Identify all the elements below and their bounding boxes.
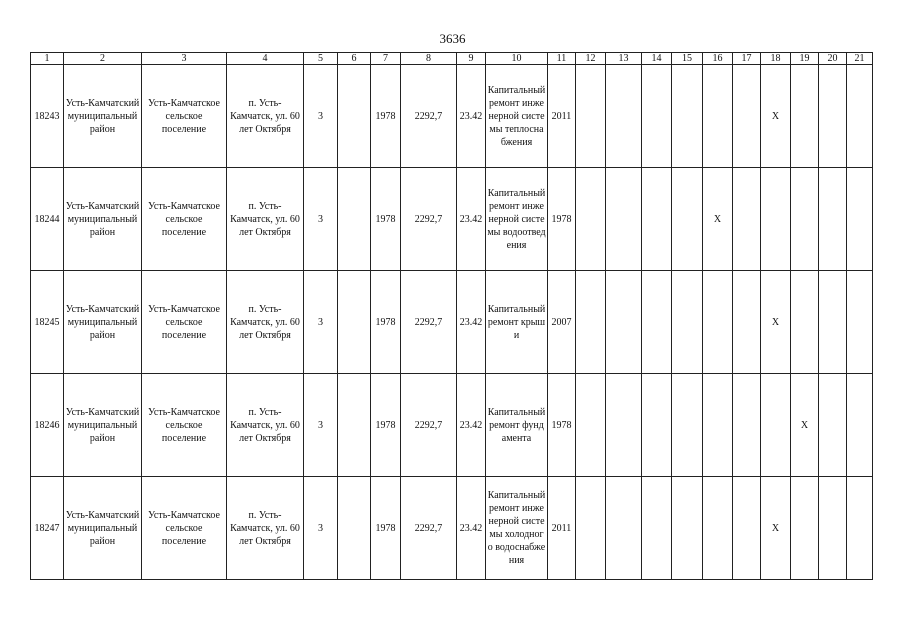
mark-cell-col18: X — [761, 65, 791, 168]
mark-cell-col12 — [576, 168, 606, 271]
mark-cell-col21 — [847, 477, 873, 580]
settlement-cell: Усть-Камчатское сельское поселение — [142, 477, 227, 580]
settlement-cell: Усть-Камчатское сельское поселение — [142, 374, 227, 477]
mark-cell-col12 — [576, 271, 606, 374]
mark-cell-col16: X — [703, 168, 733, 271]
year-cell: 2011 — [548, 65, 576, 168]
mark-cell-col20 — [819, 168, 847, 271]
mark-cell-col15 — [672, 168, 703, 271]
settlement-cell: Усть-Камчатское сельское поселение — [142, 65, 227, 168]
area-cell: 2292,7 — [401, 374, 457, 477]
column-header-20: 20 — [819, 53, 847, 65]
year-cell: 2007 — [548, 271, 576, 374]
column-header-7: 7 — [371, 53, 401, 65]
mark-cell-col20 — [819, 65, 847, 168]
mark-cell-col20 — [819, 271, 847, 374]
mark-cell-col14 — [642, 65, 672, 168]
mark-cell-col14 — [642, 168, 672, 271]
mark-cell-col17 — [733, 271, 761, 374]
mark-cell-col13 — [606, 65, 642, 168]
area-cell: 2292,7 — [401, 168, 457, 271]
mark-cell-col18: X — [761, 477, 791, 580]
mark-cell-col21 — [847, 65, 873, 168]
page-number: 3636 — [439, 31, 466, 46]
district-cell: Усть-Камчатский муниципальный район — [64, 271, 142, 374]
mark-cell-col18 — [761, 374, 791, 477]
column-header-2: 2 — [64, 53, 142, 65]
address-cell: п. Усть-Камчатск, ул. 60 лет Октября — [227, 477, 304, 580]
mark-cell-col20 — [819, 477, 847, 580]
column-header-1: 1 — [31, 53, 64, 65]
year-built-cell: 1978 — [371, 168, 401, 271]
mark-cell-col16 — [703, 65, 733, 168]
record-id-cell: 18247 — [31, 477, 64, 580]
column-header-5: 5 — [304, 53, 338, 65]
table-row — [31, 168, 873, 271]
mark-cell-col18 — [761, 168, 791, 271]
col9-cell: 23.42 — [457, 65, 486, 168]
column-header-16: 16 — [703, 53, 733, 65]
column-header-19: 19 — [791, 53, 819, 65]
column-header-15: 15 — [672, 53, 703, 65]
address-cell: п. Усть-Камчатск, ул. 60 лет Октября — [227, 65, 304, 168]
col6-cell — [338, 374, 371, 477]
column-header-6: 6 — [338, 53, 371, 65]
year-cell: 2011 — [548, 477, 576, 580]
district-cell: Усть-Камчатский муниципальный район — [64, 168, 142, 271]
column-header-9: 9 — [457, 53, 486, 65]
settlement-cell: Усть-Камчатское сельское поселение — [142, 168, 227, 271]
mark-cell-col14 — [642, 374, 672, 477]
record-id-cell: 18246 — [31, 374, 64, 477]
mark-cell-col17 — [733, 168, 761, 271]
area-cell: 2292,7 — [401, 65, 457, 168]
work-type-cell: Капитальный ремонт инженерной системы водоотведения — [486, 168, 548, 271]
mark-cell-col19 — [791, 65, 819, 168]
col5-cell: 3 — [304, 65, 338, 168]
mark-cell-col16 — [703, 374, 733, 477]
registry-table — [30, 52, 873, 580]
mark-cell-col13 — [606, 271, 642, 374]
table-body — [31, 65, 873, 580]
work-type-cell: Капитальный ремонт крыши — [486, 271, 548, 374]
mark-cell-col19 — [791, 477, 819, 580]
mark-cell-col14 — [642, 271, 672, 374]
work-type-cell: Капитальный ремонт фундамента — [486, 374, 548, 477]
col5-cell: 3 — [304, 374, 338, 477]
work-type-cell: Капитальный ремонт инженерной системы холодного водоснабжения — [486, 477, 548, 580]
area-cell: 2292,7 — [401, 477, 457, 580]
mark-cell-col15 — [672, 271, 703, 374]
year-built-cell: 1978 — [371, 374, 401, 477]
table-row — [31, 374, 873, 477]
year-cell: 1978 — [548, 374, 576, 477]
address-cell: п. Усть-Камчатск, ул. 60 лет Октября — [227, 168, 304, 271]
mark-cell-col15 — [672, 374, 703, 477]
column-header-3: 3 — [142, 53, 227, 65]
column-header-17: 17 — [733, 53, 761, 65]
col6-cell — [338, 168, 371, 271]
column-header-21: 21 — [847, 53, 873, 65]
mark-cell-col19 — [791, 168, 819, 271]
mark-cell-col17 — [733, 65, 761, 168]
column-header-13: 13 — [606, 53, 642, 65]
column-header-10: 10 — [486, 53, 548, 65]
mark-cell-col18: X — [761, 271, 791, 374]
header-row — [31, 53, 873, 65]
col6-cell — [338, 477, 371, 580]
col9-cell: 23.42 — [457, 374, 486, 477]
record-id-cell: 18244 — [31, 168, 64, 271]
area-cell: 2292,7 — [401, 271, 457, 374]
column-header-18: 18 — [761, 53, 791, 65]
mark-cell-col12 — [576, 477, 606, 580]
table-row — [31, 271, 873, 374]
column-header-8: 8 — [401, 53, 457, 65]
mark-cell-col19: X — [791, 374, 819, 477]
address-cell: п. Усть-Камчатск, ул. 60 лет Октября — [227, 374, 304, 477]
col5-cell: 3 — [304, 271, 338, 374]
mark-cell-col12 — [576, 65, 606, 168]
col6-cell — [338, 271, 371, 374]
mark-cell-col13 — [606, 477, 642, 580]
mark-cell-col21 — [847, 374, 873, 477]
col9-cell: 23.42 — [457, 168, 486, 271]
district-cell: Усть-Камчатский муниципальный район — [64, 477, 142, 580]
mark-cell-col20 — [819, 374, 847, 477]
mark-cell-col21 — [847, 271, 873, 374]
table-row — [31, 65, 873, 168]
district-cell: Усть-Камчатский муниципальный район — [64, 65, 142, 168]
record-id-cell: 18243 — [31, 65, 64, 168]
mark-cell-col17 — [733, 477, 761, 580]
address-cell: п. Усть-Камчатск, ул. 60 лет Октября — [227, 271, 304, 374]
col9-cell: 23.42 — [457, 271, 486, 374]
mark-cell-col14 — [642, 477, 672, 580]
settlement-cell: Усть-Камчатское сельское поселение — [142, 271, 227, 374]
mark-cell-col12 — [576, 374, 606, 477]
year-built-cell: 1978 — [371, 65, 401, 168]
mark-cell-col19 — [791, 271, 819, 374]
mark-cell-col15 — [672, 65, 703, 168]
year-built-cell: 1978 — [371, 477, 401, 580]
year-cell: 1978 — [548, 168, 576, 271]
table-header — [31, 53, 873, 65]
mark-cell-col13 — [606, 168, 642, 271]
col5-cell: 3 — [304, 168, 338, 271]
column-header-12: 12 — [576, 53, 606, 65]
mark-cell-col15 — [672, 477, 703, 580]
col9-cell: 23.42 — [457, 477, 486, 580]
column-header-11: 11 — [548, 53, 576, 65]
district-cell: Усть-Камчатский муниципальный район — [64, 374, 142, 477]
table-row — [31, 477, 873, 580]
mark-cell-col16 — [703, 477, 733, 580]
col5-cell: 3 — [304, 477, 338, 580]
col6-cell — [338, 65, 371, 168]
mark-cell-col21 — [847, 168, 873, 271]
record-id-cell: 18245 — [31, 271, 64, 374]
year-built-cell: 1978 — [371, 271, 401, 374]
work-type-cell: Капитальный ремонт инженерной системы теплоснабжения — [486, 65, 548, 168]
mark-cell-col13 — [606, 374, 642, 477]
mark-cell-col17 — [733, 374, 761, 477]
mark-cell-col16 — [703, 271, 733, 374]
column-header-4: 4 — [227, 53, 304, 65]
column-header-14: 14 — [642, 53, 672, 65]
